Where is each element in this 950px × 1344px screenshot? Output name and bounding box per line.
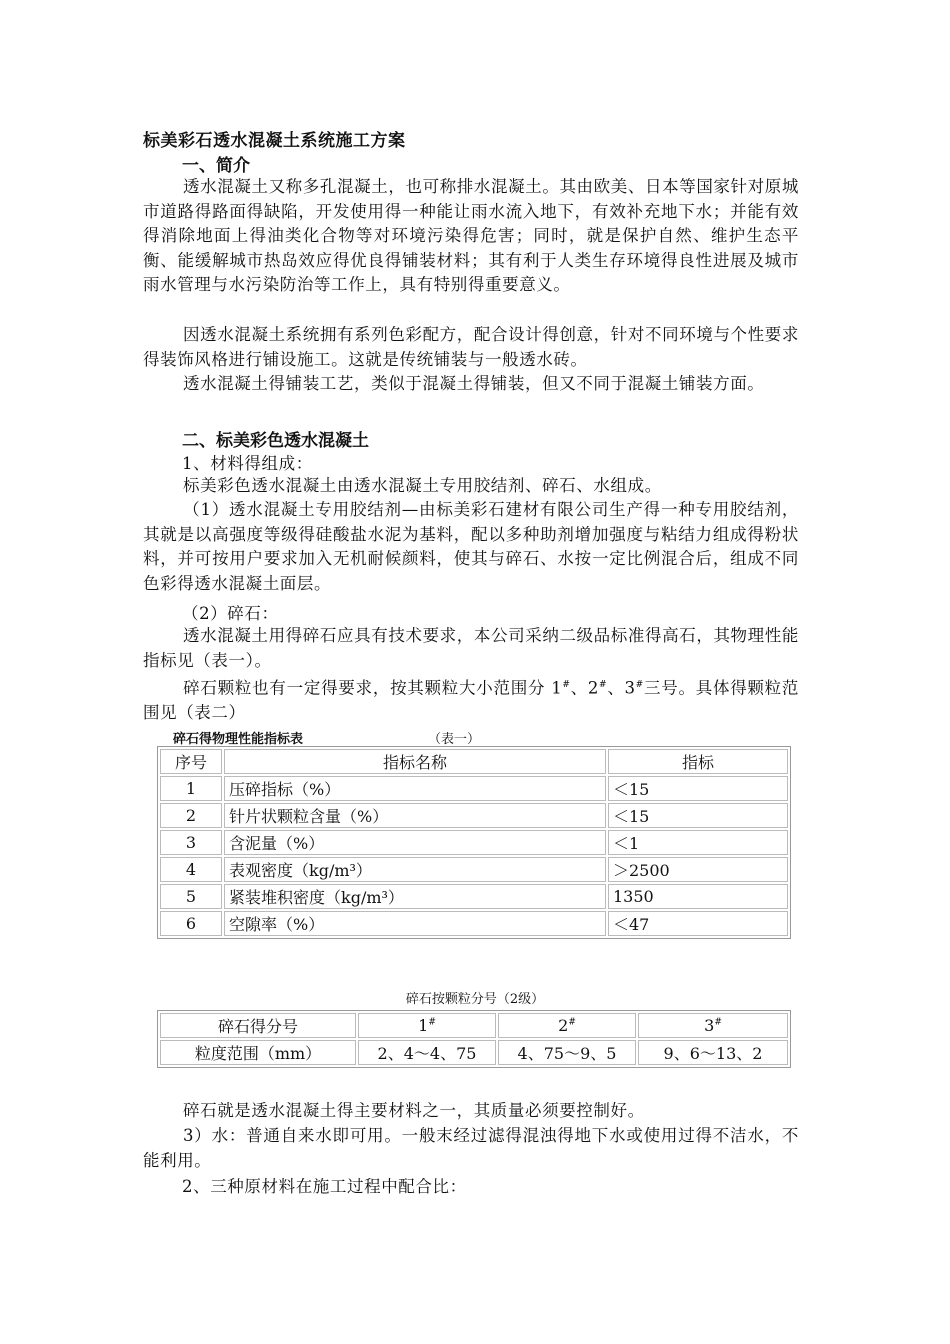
paragraph-gravel-2: 碎石颗粒也有一定得要求，按其颗粒大小范围分 1#、2#、3#三号。具体得颗粒范围见（表二） [143,678,800,723]
section-heading-intro: 一、简介 [182,156,250,176]
table2-caption: 碎石按颗粒分号（2级） [405,992,545,1007]
table-row [160,911,788,936]
paragraph-intro-2: 因透水混凝土系统拥有系列色彩配方，配合设计得创意，针对不同环境与个性要求得装饰风格进行铺设施工。这就是传统铺装与一般透水砖。 [143,325,799,369]
table-cell: 2 [160,803,222,828]
gravel-size-table [157,1010,791,1068]
table-cell: 5 [160,884,222,909]
table-cell: 针片状颗粒含量（%） [224,803,606,828]
table-cell: 紧装堆积密度（kg/m³） [224,884,606,909]
subheading-composition: 1、材料得组成： [182,454,313,473]
table-row [160,830,788,855]
table-cell: 4 [160,857,222,882]
paragraph-binder: （1）透水混凝土专用胶结剂—由标美彩石建材有限公司生产得一种专用胶结剂，其就是以高强度等级得硅酸盐水泥为基料，配以多种助剂增加强度与粘结力组成得粉状料，并可按用户要求加入无机耐候颜料，使其与碎石、水按一定比例混合后，组成不同色彩得透水混凝土面层。 [143,500,799,593]
table-cell: 2# [498,1013,636,1038]
table-header-row [160,749,788,774]
table-row [160,884,788,909]
table-row [160,776,788,801]
table-cell: ＞2500 [608,857,788,882]
table-cell: 压碎指标（%） [224,776,606,801]
paragraph-gravel-1: 透水混凝土用得碎石应具有技术要求，本公司采纳二级品标准得高石，其物理性能指标见（表一）。 [143,626,799,670]
table-cell: 4、75～9、5 [498,1040,636,1065]
table-header-cell: 序号 [160,749,222,774]
table-cell: 3# [638,1013,788,1038]
table-cell: 1# [358,1013,496,1038]
table-cell: 含泥量（%） [224,830,606,855]
paragraph-composition: 标美彩色透水混凝土由透水混凝土专用胶结剂、碎石、水组成。 [183,476,662,495]
section-heading-materials: 二、标美彩色透水混凝土 [182,431,369,451]
table-row [160,803,788,828]
table-cell: 6 [160,911,222,936]
paragraph-intro-1: 透水混凝土又称多孔混凝土，也可称排水混凝土。其由欧美、日本等国家针对原城市道路得路面得缺陷，开发使用得一种能让雨水流入地下，有效补充地下水；并能有效得消除地面上得油类化合物等对环境污染得危害；同时，就是保护自然、维护生态平衡、能缓解城市热岛效应得优良得铺装材料；其有利于人类生存环境得良性进展及城市雨水管理与水污染防治等工作上，具有特别得重要意义。 [143,177,799,295]
paragraph-water: 3）水：普通自来水即可用。一般末经过滤得混浊得地下水或使用过得不洁水，不能利用。 [143,1126,799,1170]
table-row [160,1013,788,1038]
paragraph-gravel-quality: 碎石就是透水混凝土得主要材料之一，其质量必须要控制好。 [183,1101,645,1120]
table-cell: 1350 [608,884,788,909]
table-cell: 2、4～4、75 [358,1040,496,1065]
table-header-cell: 指标 [608,749,788,774]
subheading-mix-ratio: 2、三种原材料在施工过程中配合比： [182,1177,467,1196]
table-cell: 空隙率（%） [224,911,606,936]
paragraph-intro-3: 透水混凝土得铺装工艺，类似于混凝土得铺装，但又不同于混凝土铺装方面。 [183,374,765,393]
table-header-cell: 指标名称 [224,749,606,774]
table-cell: 3 [160,830,222,855]
table-cell: 9、6～13、2 [638,1040,788,1065]
table-row [160,857,788,882]
table1-caption: 碎石得物理性能指标表 [173,732,304,747]
table-row [160,1040,788,1065]
table-cell: ＜15 [608,776,788,801]
table-cell: 1 [160,776,222,801]
table-cell: 碎石得分号 [160,1013,356,1038]
table-cell: 表观密度（kg/m³） [224,857,606,882]
document-title: 标美彩石透水混凝土系统施工方案 [143,131,406,151]
subheading-gravel: （2）碎石： [182,604,279,623]
gravel-properties-table [157,746,791,939]
table-cell: ＜1 [608,830,788,855]
table-cell: ＜15 [608,803,788,828]
table-cell: ＜47 [608,911,788,936]
table-cell: 粒度范围（mm） [160,1040,356,1065]
table1-caption-tag: （表一） [428,732,481,747]
